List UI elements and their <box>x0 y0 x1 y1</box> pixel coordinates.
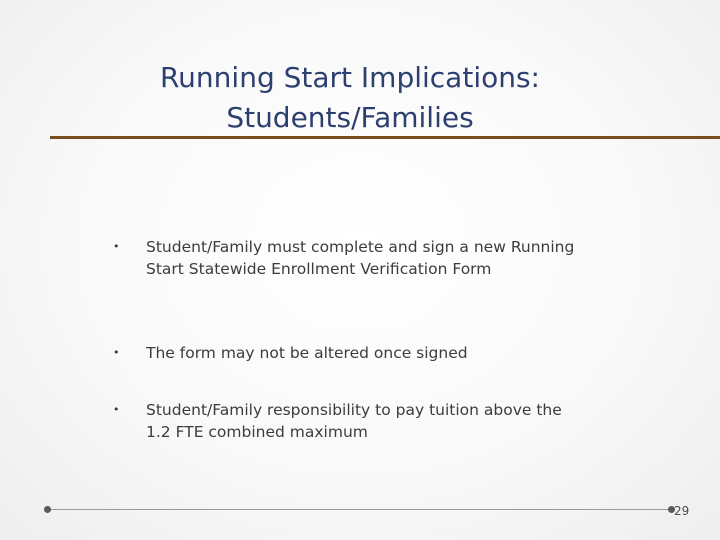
bullet-text: Student/Family must complete and sign a new Running Start Statewide Enrollment Verification Form <box>146 238 575 278</box>
bullet-dot-icon: • <box>113 346 120 359</box>
slide-title <box>100 58 600 138</box>
slide-title-line-2: Students/Families <box>226 101 474 134</box>
page-number: 29 <box>674 504 690 518</box>
footer-divider <box>48 509 672 510</box>
bullet-dot-icon: • <box>113 240 120 253</box>
bullet-text: The form may not be altered once signed <box>146 344 468 362</box>
footer-left-dot-icon <box>44 506 51 513</box>
bullet-dot-icon: • <box>113 403 120 416</box>
title-underline-rule <box>50 136 720 139</box>
bullet-text: Student/Family responsibility to pay tuition above the 1.2 FTE combined maximum <box>146 401 562 441</box>
slide-title-line-1: Running Start Implications: <box>159 61 540 94</box>
